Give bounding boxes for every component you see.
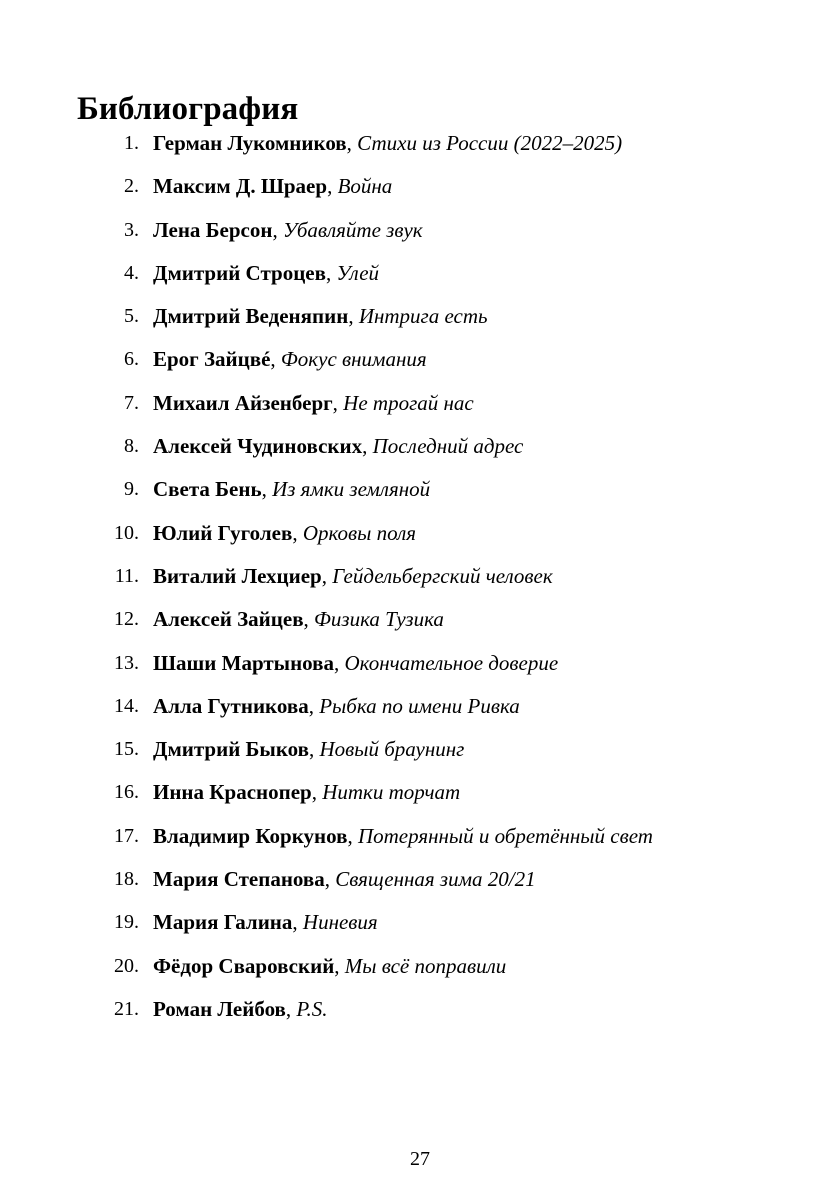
entry-body (153, 345, 427, 373)
bibliography-entry (77, 995, 767, 1038)
entry-author: Максим Д. Шраер (153, 174, 328, 199)
bibliography-entry (77, 389, 767, 432)
bibliography-entry (77, 649, 767, 692)
entry-title: Ниневия (302, 910, 378, 935)
entry-body (153, 908, 378, 936)
entry-number: 13. (114, 651, 139, 674)
entry-separator: , (292, 910, 303, 935)
bibliography-entry (77, 822, 767, 865)
bibliography-entry (77, 908, 767, 951)
entry-separator: , (272, 217, 283, 242)
entry-number: 20. (114, 954, 139, 977)
entry-author: Дмитрий Быков (153, 737, 309, 762)
bibliography-entry (77, 519, 767, 562)
entry-separator: , (303, 607, 315, 632)
entry-number: 8. (124, 435, 139, 458)
entry-separator: , (308, 737, 320, 762)
entry-body (153, 129, 622, 157)
entry-author: Мария Степанова (153, 867, 325, 892)
bibliography-entry (77, 216, 767, 259)
entry-title: Окончательное доверие (344, 650, 559, 675)
entry-author: Роман Лейбов (153, 996, 286, 1021)
entry-body (153, 216, 423, 244)
entry-separator: , (334, 953, 345, 978)
entry-title: Стихи из России (2022–2025) (357, 131, 623, 155)
entry-author: Михаил Айзенберг (153, 390, 333, 415)
entry-author: Шаши Мартынова (153, 650, 334, 675)
entry-number: 11. (114, 564, 139, 587)
entry-number: 14. (114, 694, 139, 717)
entry-number: 19. (114, 911, 139, 934)
entry-title: Последний адрес (372, 434, 524, 459)
entry-title: Нитки торчат (322, 780, 461, 805)
entry-separator: , (324, 867, 336, 892)
entry-number: 21. (114, 997, 139, 1020)
entry-number: 18. (114, 868, 139, 891)
entry-title: Рыбка по имени Ривка (319, 693, 520, 718)
bibliography-entry (77, 259, 767, 302)
entry-author: Алла Гутникова (153, 693, 309, 718)
entry-number: 1. (124, 132, 139, 154)
bibliography-entry (77, 345, 767, 388)
bibliography-entry (77, 129, 767, 172)
bibliography-entry (77, 432, 767, 475)
entry-number: 12. (114, 608, 139, 631)
entry-author: Алексей Чудиновских (153, 434, 363, 459)
entry-body (153, 865, 536, 893)
entry-title: P.S. (296, 996, 328, 1021)
entry-separator: , (346, 131, 358, 155)
entry-separator: , (334, 650, 345, 675)
entry-separator: , (325, 260, 337, 285)
entry-title: Потерянный и обретённый свет (357, 823, 653, 848)
entry-body (153, 519, 416, 547)
entry-separator: , (292, 520, 303, 545)
entry-author: Дмитрий Строцев (153, 260, 326, 285)
bibliography-entry (77, 475, 767, 518)
entry-body (153, 432, 523, 460)
entry-separator: , (261, 477, 273, 502)
entry-author: Света Бень (153, 477, 262, 502)
entry-separator: , (327, 174, 338, 199)
entry-author: Виталий Лехциер (153, 563, 322, 588)
entry-title: Гейдельбергский человек (332, 563, 553, 588)
entry-author: Алексей Зайцев (153, 607, 304, 632)
entry-separator: , (362, 434, 373, 459)
entry-title: Священная зима 20/21 (335, 867, 536, 892)
entry-separator: , (270, 347, 281, 372)
entry-title: Из ямки земляной (272, 477, 431, 502)
entry-number: 4. (124, 261, 139, 284)
entry-number: 9. (124, 478, 139, 501)
entry-body (153, 778, 460, 806)
entry-body (153, 302, 488, 330)
entry-body (153, 952, 506, 980)
entry-number: 16. (114, 781, 139, 804)
entry-number: 7. (124, 391, 139, 414)
entry-body (153, 735, 464, 763)
entry-separator: , (347, 823, 358, 848)
entry-body (153, 995, 328, 1023)
bibliography-entry (77, 735, 767, 778)
bibliography-list (77, 129, 767, 1038)
entry-body (153, 649, 558, 677)
entry-body (153, 475, 430, 503)
entry-title: Физика Тузика (314, 607, 444, 632)
bibliography-entry (77, 778, 767, 821)
entry-author: Юлий Гуголев (153, 520, 293, 545)
entry-number: 3. (124, 218, 139, 241)
entry-body (153, 822, 653, 850)
entry-author: Фёдор Сваровский (153, 953, 335, 978)
entry-separator: , (332, 390, 344, 415)
entry-title: Новый браунинг (319, 737, 465, 762)
bibliography-entry (77, 605, 767, 648)
entry-number: 2. (124, 175, 139, 198)
entry-separator: , (348, 304, 359, 329)
entry-author: Ерог Зайцвé (153, 347, 271, 372)
entry-separator: , (311, 780, 323, 805)
entry-author: Мария Галина (153, 910, 293, 935)
entry-title: Орковы поля (302, 520, 417, 545)
entry-title: Не трогай нас (343, 390, 474, 415)
entry-author: Инна Краснопер (153, 780, 312, 805)
entry-author: Дмитрий Веденяпин (153, 304, 349, 329)
entry-author: Лена Берсон (153, 217, 273, 242)
entry-author: Герман Лукомников (153, 131, 347, 155)
bibliography-entry (77, 302, 767, 345)
entry-separator: , (308, 693, 320, 718)
entry-title: Улей (336, 260, 380, 285)
page-title: Библиография (77, 91, 299, 128)
entry-title: Фокус внимания (280, 347, 427, 372)
entry-title: Мы всё поправили (344, 953, 507, 978)
entry-body (153, 692, 520, 720)
bibliography-entry (77, 562, 767, 605)
entry-body (153, 172, 392, 200)
entry-number: 6. (124, 348, 139, 371)
entry-author: Владимир Коркунов (153, 823, 348, 848)
entry-title: Интрига есть (358, 304, 488, 329)
bibliography-entry (77, 172, 767, 215)
bibliography-entry (77, 952, 767, 995)
bibliography-entry (77, 692, 767, 735)
page-number: 27 (410, 1148, 430, 1170)
bibliography-entry (77, 865, 767, 908)
entry-title: Убавляйте звук (282, 217, 423, 242)
entry-separator: , (321, 563, 333, 588)
entry-body (153, 259, 379, 287)
entry-body (153, 605, 444, 633)
entry-number: 17. (114, 824, 139, 847)
entry-title: Война (337, 174, 393, 199)
entry-number: 5. (124, 305, 139, 328)
entry-separator: , (285, 996, 297, 1021)
entry-body (153, 389, 474, 417)
entry-number: 10. (114, 521, 139, 544)
entry-number: 15. (114, 738, 139, 761)
entry-body (153, 562, 553, 590)
